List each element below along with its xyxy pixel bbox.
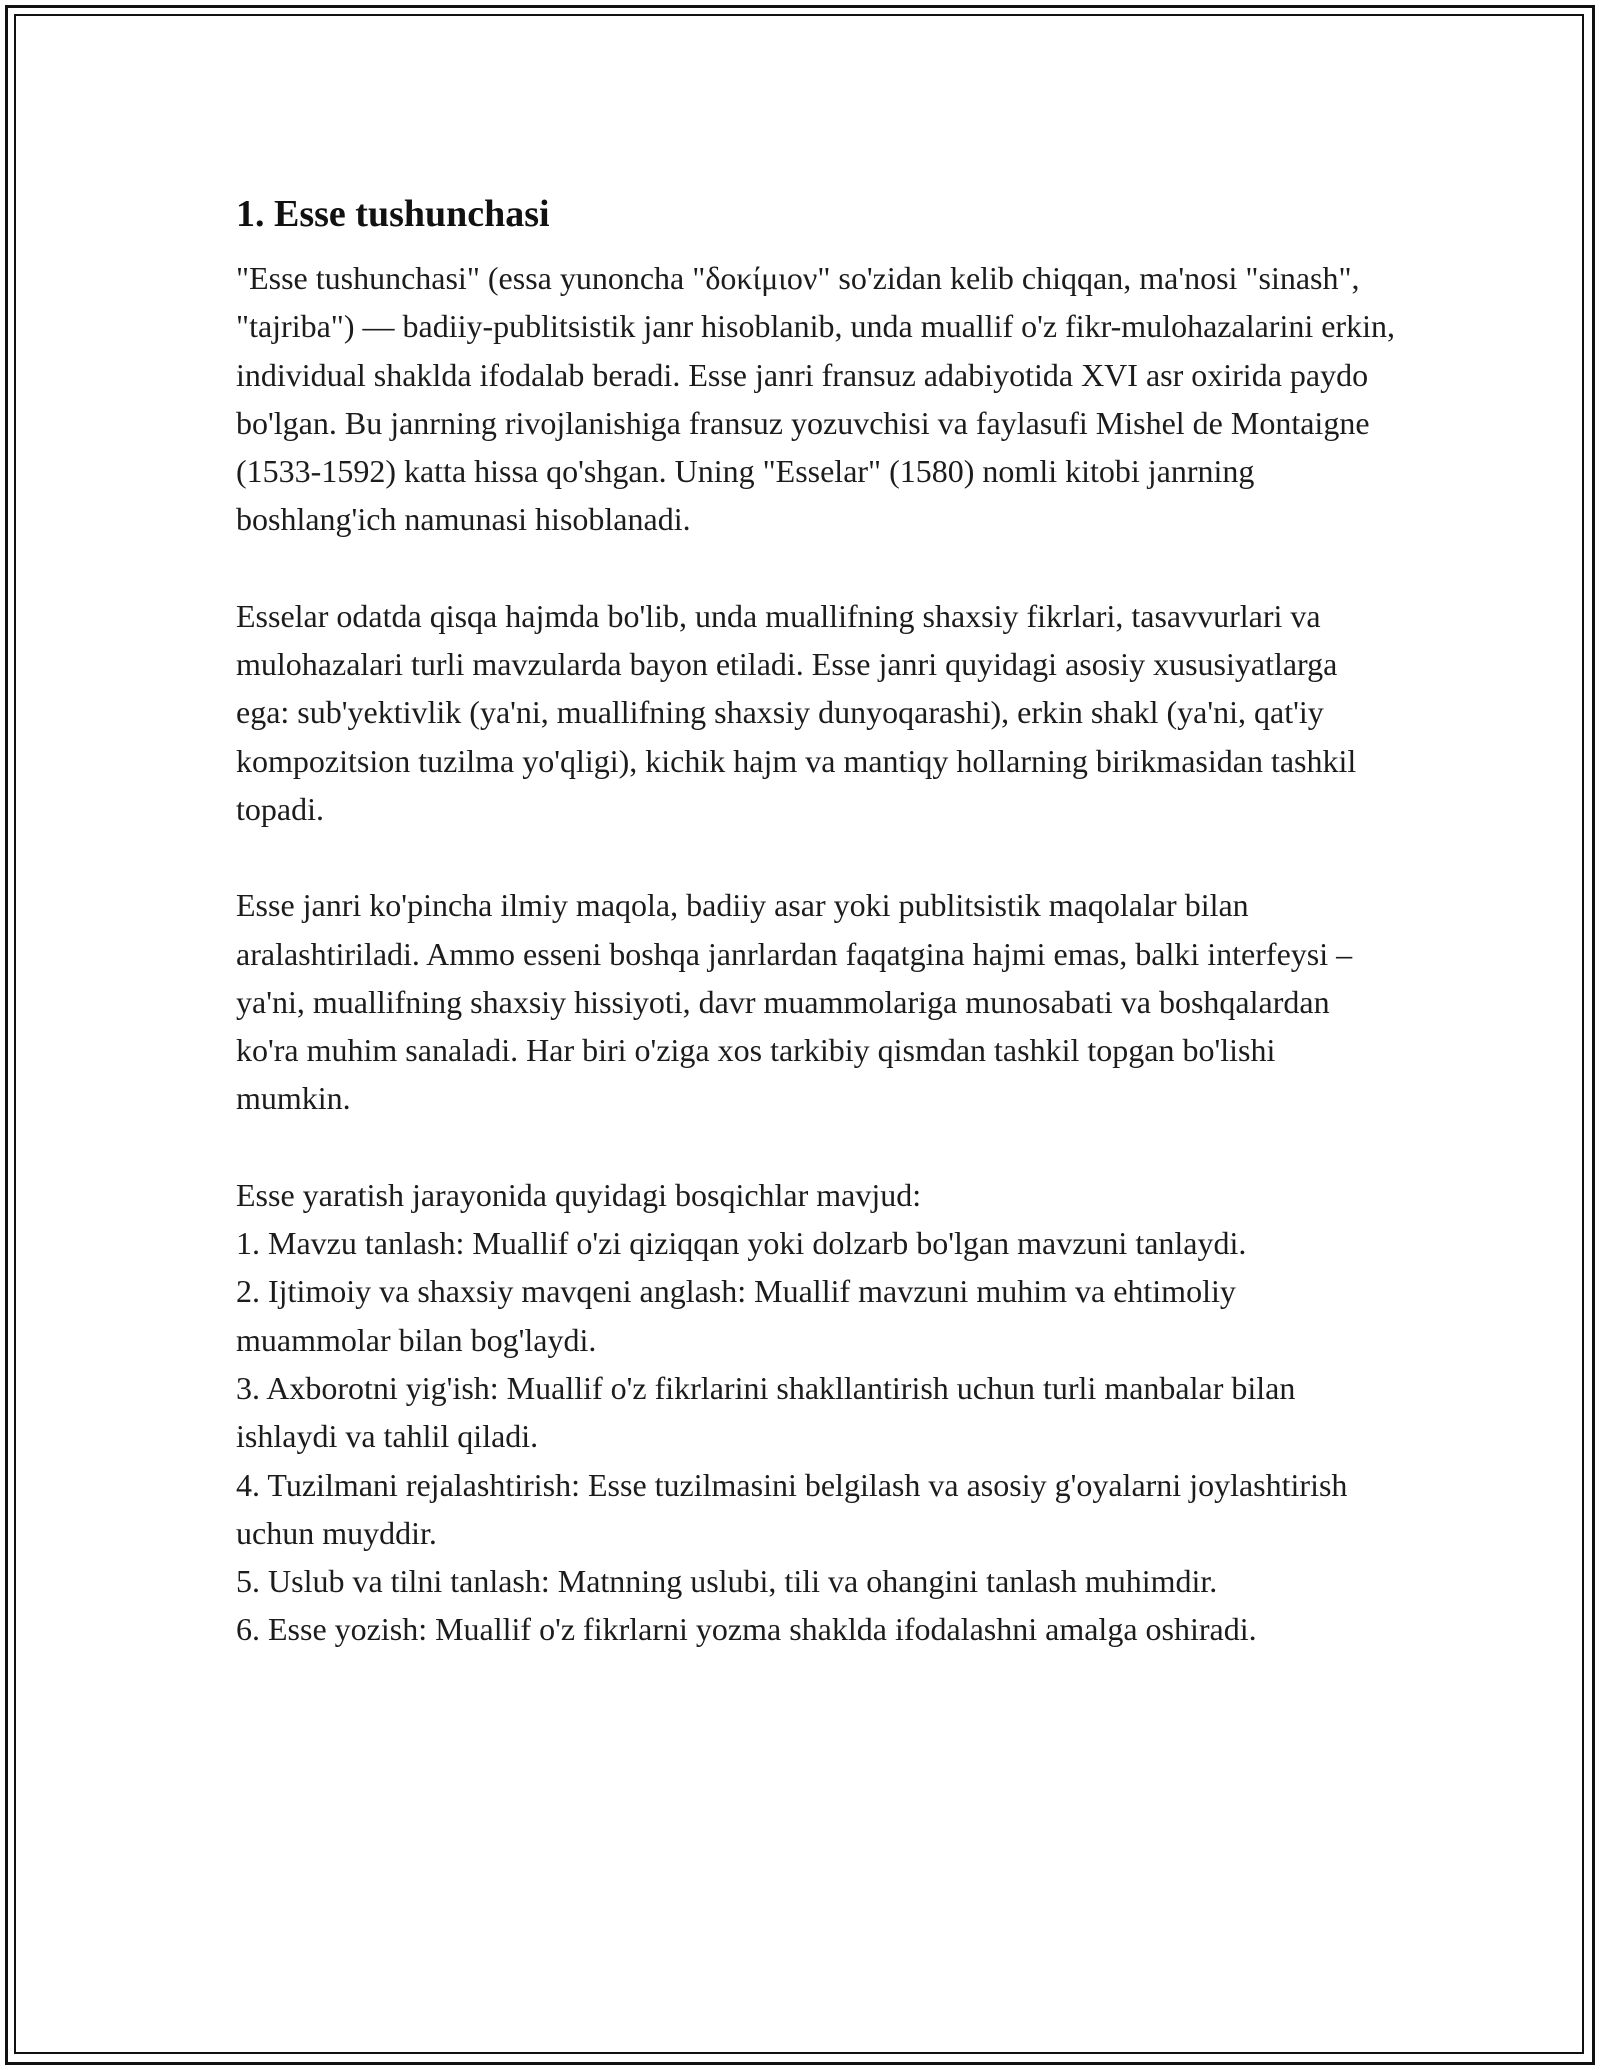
steps-intro: Esse yaratish jarayonida quyidagi bosqichlar mavjud:	[236, 1176, 922, 1213]
paragraph-characteristics: Esselar odatda qisqa hajmda bo'lib, unda muallifning shaxsiy fikrlari, tasavvurlari va mulohazalari turli mavzularda bayon etiladi. Esse janri quyidagi asosiy xususiyatlarga ega: sub'yektivlik (ya'ni, muallifning shaxsiy dunyoqarashi), erkin shakl (ya'ni, qat'iy kompozitsion tuzilma yo'qligi), kichik hajm va mantiqy hollarning birikmasidan tashkil topadi.	[236, 597, 1357, 827]
step-item-5: 5. Uslub va tilni tanlash: Matnning uslubi, tili va ohangini tanlash muhimdir.	[236, 1563, 1218, 1600]
step-item-3: 3. Axborotni yig'ish: Muallif o'z fikrlarini shakllantirish uchun turli manbalar bilan ishlaydi va tahlil qiladi.	[236, 1369, 1296, 1455]
document-body	[236, 180, 1396, 1654]
steps-list	[236, 1219, 1396, 1654]
step-item-4: 4. Tuzilmani rejalashtirish: Esse tuzilmasini belgilash va asosiy g'oyalarni joylashtirish uchun muyddir.	[236, 1466, 1348, 1551]
step-item-2: 2. Ijtimoiy va shaxsiy mavqeni anglash: Muallif mavzuni muhim va ehtimoliy muammolar bilan bog'laydi.	[236, 1273, 1236, 1358]
step-item-6: 6. Esse yozish: Muallif o'z fikrlarni yozma shaklda ifodalashni amalga oshiradi.	[236, 1611, 1257, 1648]
step-item-1: 1. Mavzu tanlash: Muallif o'zi qiziqqan yoki dolzarb bo'lgan mavzuni tanlaydi.	[236, 1225, 1247, 1262]
paragraph-distinction: Esse janri ko'pincha ilmiy maqola, badiiy asar yoki publitsistik maqolalar bilan aralashtiriladi. Ammo esseni boshqa janrlardan faqatgina hajmi emas, balki interfeysi – ya'ni, muallifning shaxsiy hissiyoti, davr muammolariga munosabati va boshqalardan ko'ra muhim sanaladi. Har biri o'ziga xos tarkibiy qismdan tashkil topgan bo'lishi mumkin.	[236, 887, 1353, 1117]
paragraph-definition: "Esse tushunchasi" (essa yunoncha "δοκίμιον" so'zidan kelib chiqqan, ma'nosi "sinash", "tajriba") — badiiy-publitsistik janr hisoblanib, unda muallif o'z fikr-mulohazalarini erkin, individual shaklda ifodalab beradi. Esse janri fransuz adabiyotida XVI asr oxirida paydo bo'lgan. Bu janrning rivojlanishiga fransuz yozuvchisi va faylasufi Mishel de Montaigne (1533-1592) katta hissa qo'shgan. Uning "Esselar" (1580) nomli kitobi janrning boshlang'ich namunasi hisoblanadi.	[236, 260, 1395, 538]
section-heading: 1. Esse tushunchasi	[236, 193, 550, 235]
